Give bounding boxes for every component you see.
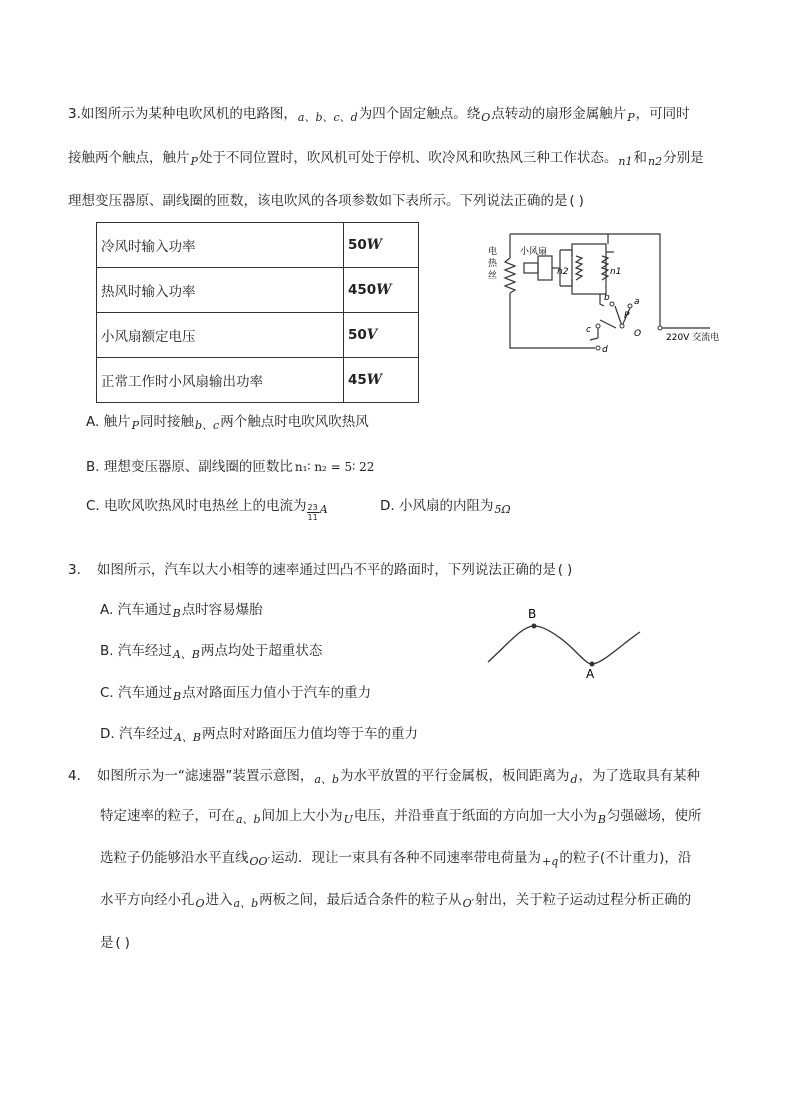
- contact-d-label: d: [602, 345, 608, 355]
- q4-line2: 特定速率的粒子，可在$_{a、b}$间加上大小为$_U$电压，并沿垂直于纸面的方向加一大小为$_B$匀强磁场，使所: [100, 808, 702, 826]
- point-b-label: B: [528, 607, 537, 621]
- q3b-option-a: A. 汽车通过$_B$点时容易爆胎: [100, 602, 263, 620]
- q3a-option-d: D. 小风扇的内阻为$_{5\Omega}$: [380, 498, 511, 516]
- contact-p-label: P: [624, 311, 630, 321]
- q3a-option-c: C. 电吹风吹热风时电热丝上的电流为 $\frac{23}{11}$ $_A$: [86, 498, 328, 522]
- q4-line5: 是 ( ): [100, 935, 130, 951]
- q3a-line1: 3.如图所示为某种电吹风机的电路图，$_{a、b、c、d}$为四个固定触点。绕$_O$点转动的扇形金属触片$_P$，可同时: [68, 106, 690, 124]
- pivot-o-label: O: [634, 329, 642, 339]
- q3b-option-c: C. 汽车通过$_B$点对路面压力值小于汽车的重力: [100, 685, 372, 703]
- road-curve-figure: [484, 604, 644, 680]
- q3a-option-b: B. 理想变压器原、副线圈的匝数比 n₁∶ n₂ = 5∶ 22: [86, 459, 375, 475]
- q3b-option-d: D. 汽车经过$_{A、B}$两点时对路面压力值均等于车的重力: [100, 726, 419, 744]
- heater-label-2: 热: [488, 259, 498, 269]
- table-row: 正常工作时小风扇输出功率 45W: [97, 358, 419, 403]
- fan-label: 小风扇: [520, 247, 548, 257]
- contact-b-label: b: [604, 293, 610, 303]
- heater-label-1: 电: [488, 247, 498, 257]
- supply-label: 220V 交流电: [666, 333, 720, 343]
- contact-a-label: a: [634, 297, 640, 307]
- q3a-line3: 理想变压器原、副线圈的匝数，该电吹风的各项参数如下表所示。下列说法正确的是 ( ): [68, 193, 584, 209]
- table-row: 小风扇额定电压 50V: [97, 313, 419, 358]
- table-row: 热风时输入功率 450W: [97, 268, 419, 313]
- parameter-table: [96, 222, 419, 403]
- hair-dryer-circuit-diagram: [480, 228, 760, 358]
- q3a-option-a: A. 触片$_P$同时接触$_{b、c}$两个触点时电吹风吹热风: [86, 414, 369, 432]
- point-a-label: A: [586, 667, 595, 680]
- n2-label: n2: [557, 267, 569, 277]
- q3a-line2: 接触两个触点，触片$_P$处于不同位置时，吹风机可处于停机、吹冷风和吹热风三种工作状态。$_{n1}$和$_{n2}$分别是: [68, 150, 704, 168]
- heater-label-3: 丝: [488, 271, 498, 281]
- q3b-option-b: B. 汽车经过$_{A、B}$两点均处于超重状态: [100, 643, 323, 661]
- q4-line4: 水平方向经小孔$_O$进入$_{a、b}$两板之间，最后适合条件的粒子从$_{O'}$射出，关于粒子运动过程分析正确的: [100, 892, 692, 910]
- table-row: 冷风时输入功率 50W: [97, 223, 419, 268]
- n1-label: n1: [610, 267, 622, 277]
- q4-line1: 4. 如图所示为一“滤速器”装置示意图，$_{a、b}$为水平放置的平行金属板，板间距离为$_d$，为了选取具有某种: [68, 768, 701, 786]
- q4-line3: 选粒子仍能够沿水平直线$_{OO'}$运动．现让一束具有各种不同速率带电荷量为$_{+q}$的粒子(不计重力)，沿: [100, 850, 692, 868]
- q3b-stem: 3. 如图所示，汽车以大小相等的速率通过凹凸不平的路面时，下列说法正确的是 ( ): [68, 562, 573, 578]
- contact-c-label: c: [586, 325, 591, 335]
